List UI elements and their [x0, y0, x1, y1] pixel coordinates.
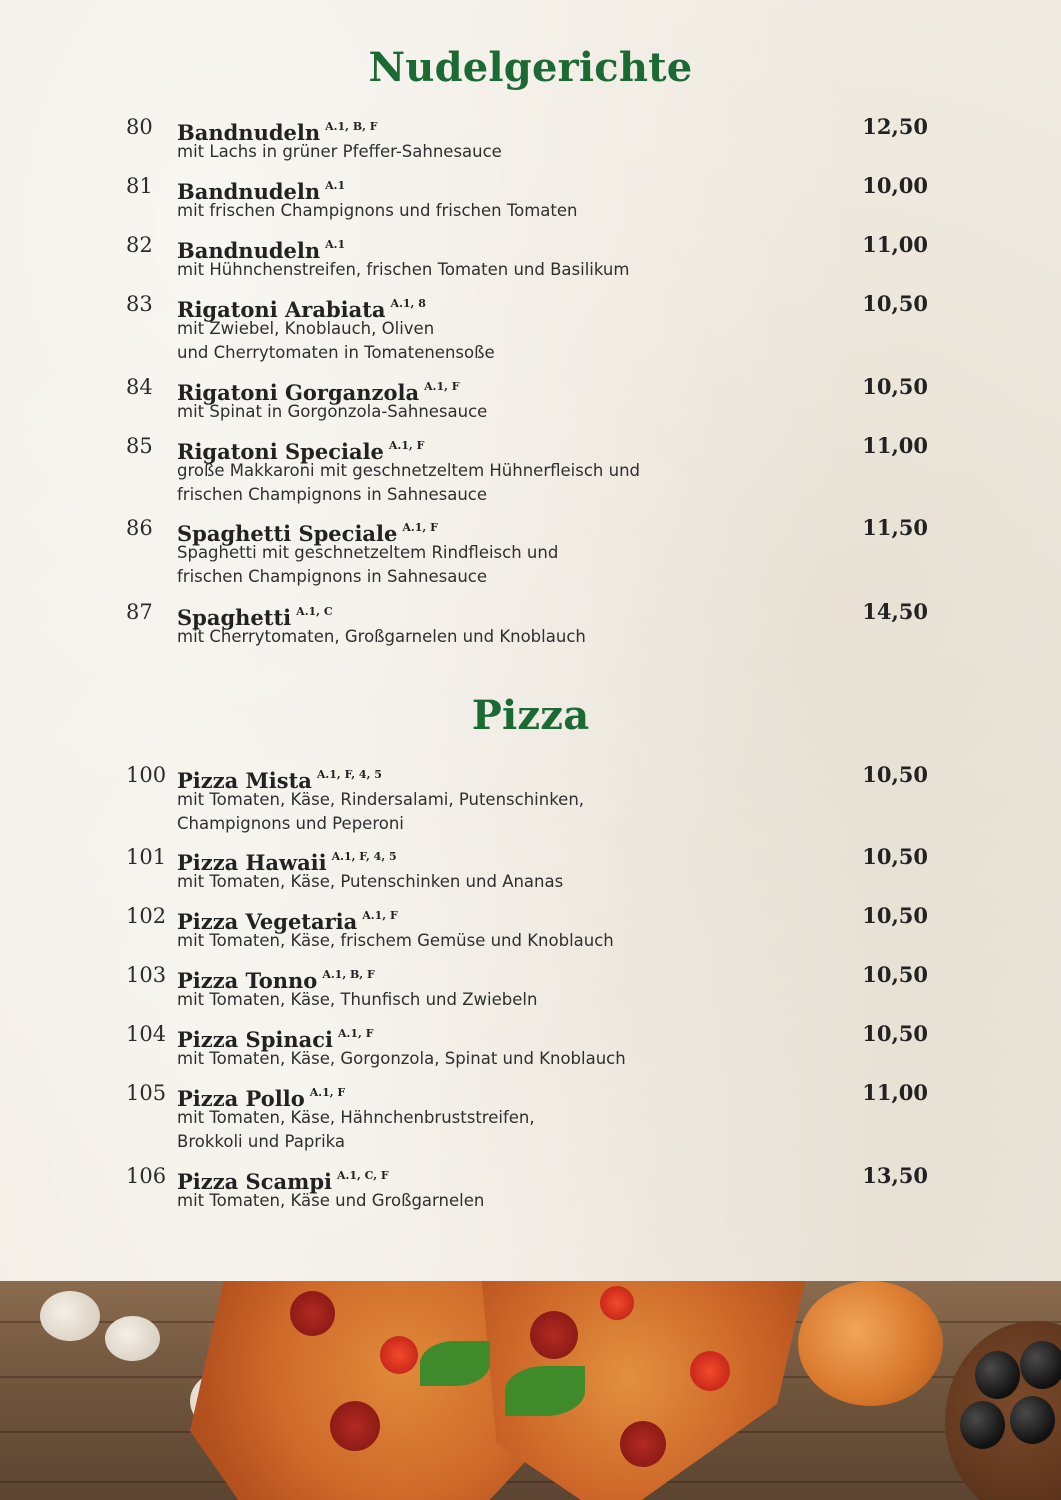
item-allergens: A.1, F — [362, 909, 398, 922]
section-title-pizza: Pizza — [471, 692, 590, 739]
item-price: 10,50 — [862, 1021, 928, 1046]
item-allergens: A.1, C — [296, 605, 333, 618]
item-number: 80 — [126, 115, 153, 139]
item-allergens: A.1, F — [424, 380, 460, 393]
item-description — [177, 870, 697, 894]
item-description-line: mit Spinat in Gorgonzola-Sahnesauce — [177, 402, 488, 421]
item-price: 10,50 — [862, 844, 928, 869]
item-name: Pizza Mista — [177, 768, 312, 793]
item-number: 102 — [126, 904, 167, 928]
item-allergens: A.1, F — [402, 521, 438, 534]
item-number: 82 — [126, 233, 153, 257]
item-description — [177, 459, 697, 507]
item-description — [177, 988, 697, 1012]
item-description-line: mit Tomaten, Käse, Rindersalami, Putenschinken, — [177, 790, 585, 809]
item-description — [177, 1189, 697, 1213]
item-description — [177, 1047, 697, 1071]
item-allergens: A.1, F — [388, 439, 425, 452]
item-description — [177, 199, 697, 223]
item-number: 86 — [126, 516, 153, 540]
item-price: 11,00 — [862, 232, 928, 257]
item-number: 85 — [126, 434, 153, 458]
item-number: 87 — [126, 600, 153, 624]
item-description-line: mit Cherrytomaten, Großgarnelen und Knoblauch — [177, 627, 586, 646]
item-allergens: A.1 — [325, 238, 346, 251]
item-price: 10,50 — [862, 962, 928, 987]
item-name: Spaghetti — [177, 605, 292, 630]
item-allergens: A.1, F, 4, 5 — [331, 850, 397, 863]
item-price: 14,50 — [862, 599, 928, 624]
item-allergens: A.1, B, F — [322, 968, 375, 981]
item-price: 10,50 — [862, 762, 928, 787]
item-number: 101 — [126, 845, 167, 869]
item-name: Rigatoni Gorganzola — [177, 380, 420, 405]
item-allergens: A.1, F — [309, 1086, 346, 1099]
item-description — [177, 140, 697, 164]
item-description-line: mit Tomaten, Käse, frischem Gemüse und Knoblauch — [177, 931, 614, 950]
item-description-line: frischen Champignons in Sahnesauce — [177, 567, 488, 586]
item-price: 11,00 — [862, 1080, 928, 1105]
item-number: 103 — [126, 963, 167, 987]
item-description — [177, 788, 697, 836]
item-description — [177, 929, 697, 953]
item-allergens: A.1, 8 — [390, 297, 426, 310]
item-allergens: A.1, C, F — [336, 1169, 389, 1182]
item-number: 104 — [126, 1022, 167, 1046]
item-number: 105 — [126, 1081, 167, 1105]
item-description — [177, 541, 697, 589]
item-description-line: große Makkaroni mit geschnetzeltem Hühnerfleisch und — [177, 461, 640, 480]
pizza-photo — [0, 1281, 1061, 1500]
item-description-line: mit Zwiebel, Knoblauch, Oliven — [177, 319, 435, 338]
item-name: Bandnudeln — [177, 120, 321, 145]
item-number: 100 — [126, 763, 167, 787]
item-description-line: mit Lachs in grüner Pfeffer-Sahnesauce — [177, 142, 502, 161]
basil-image — [420, 1341, 490, 1386]
item-description — [177, 317, 697, 365]
section-title-nudelgerichte: Nudelgerichte — [368, 44, 693, 91]
item-price: 12,50 — [862, 114, 928, 139]
mushroom-image — [40, 1291, 100, 1341]
item-price: 13,50 — [862, 1163, 928, 1188]
item-description — [177, 258, 697, 282]
item-price: 11,00 — [862, 433, 928, 458]
item-name: Pizza Vegetaria — [177, 909, 358, 934]
item-description-line: mit Tomaten, Käse, Thunfisch und Zwiebeln — [177, 990, 538, 1009]
item-allergens: A.1, F — [338, 1027, 374, 1040]
item-number: 81 — [126, 174, 153, 198]
item-name: Pizza Hawaii — [177, 850, 327, 875]
item-number: 84 — [126, 375, 153, 399]
item-description-line: Champignons und Peperoni — [177, 814, 404, 833]
item-allergens: A.1, F, 4, 5 — [316, 768, 382, 781]
item-price: 10,50 — [862, 374, 928, 399]
item-description-line: Spaghetti mit geschnetzeltem Rindfleisch und — [177, 543, 559, 562]
item-name: Bandnudeln — [177, 238, 321, 263]
item-price: 11,50 — [862, 515, 928, 540]
item-name: Bandnudeln — [177, 179, 321, 204]
item-name: Pizza Scampi — [177, 1169, 332, 1194]
item-name: Pizza Pollo — [177, 1086, 305, 1111]
onion-image — [798, 1281, 943, 1406]
item-description-line: und Cherrytomaten in Tomatenensoße — [177, 343, 495, 362]
item-description — [177, 625, 697, 649]
item-number: 83 — [126, 292, 153, 316]
item-price: 10,50 — [862, 903, 928, 928]
item-name: Rigatoni Arabiata — [177, 297, 386, 322]
item-description-line: Brokkoli und Paprika — [177, 1132, 346, 1151]
item-description-line: frischen Champignons in Sahnesauce — [177, 485, 488, 504]
item-name: Pizza Spinaci — [177, 1027, 334, 1052]
mushroom-image — [105, 1316, 160, 1361]
item-number: 106 — [126, 1164, 167, 1188]
item-allergens: A.1 — [325, 179, 346, 192]
item-description-line: mit frischen Champignons und frischen Tomaten — [177, 201, 578, 220]
item-allergens: A.1, B, F — [325, 120, 378, 133]
item-description — [177, 400, 697, 424]
item-description — [177, 1106, 697, 1154]
item-description-line: mit Tomaten, Käse, Putenschinken und Ananas — [177, 872, 564, 891]
basil-image — [505, 1366, 585, 1416]
item-description-line: mit Tomaten, Käse, Gorgonzola, Spinat und Knoblauch — [177, 1049, 626, 1068]
item-description-line: mit Tomaten, Käse, Hähnchenbruststreifen, — [177, 1108, 535, 1127]
item-price: 10,00 — [862, 173, 928, 198]
item-name: Spaghetti Speciale — [177, 521, 398, 546]
item-name: Rigatoni Speciale — [177, 439, 384, 464]
item-description-line: mit Hühnchenstreifen, frischen Tomaten und Basilikum — [177, 260, 630, 279]
item-description-line: mit Tomaten, Käse und Großgarnelen — [177, 1191, 485, 1210]
item-price: 10,50 — [862, 291, 928, 316]
item-name: Pizza Tonno — [177, 968, 318, 993]
